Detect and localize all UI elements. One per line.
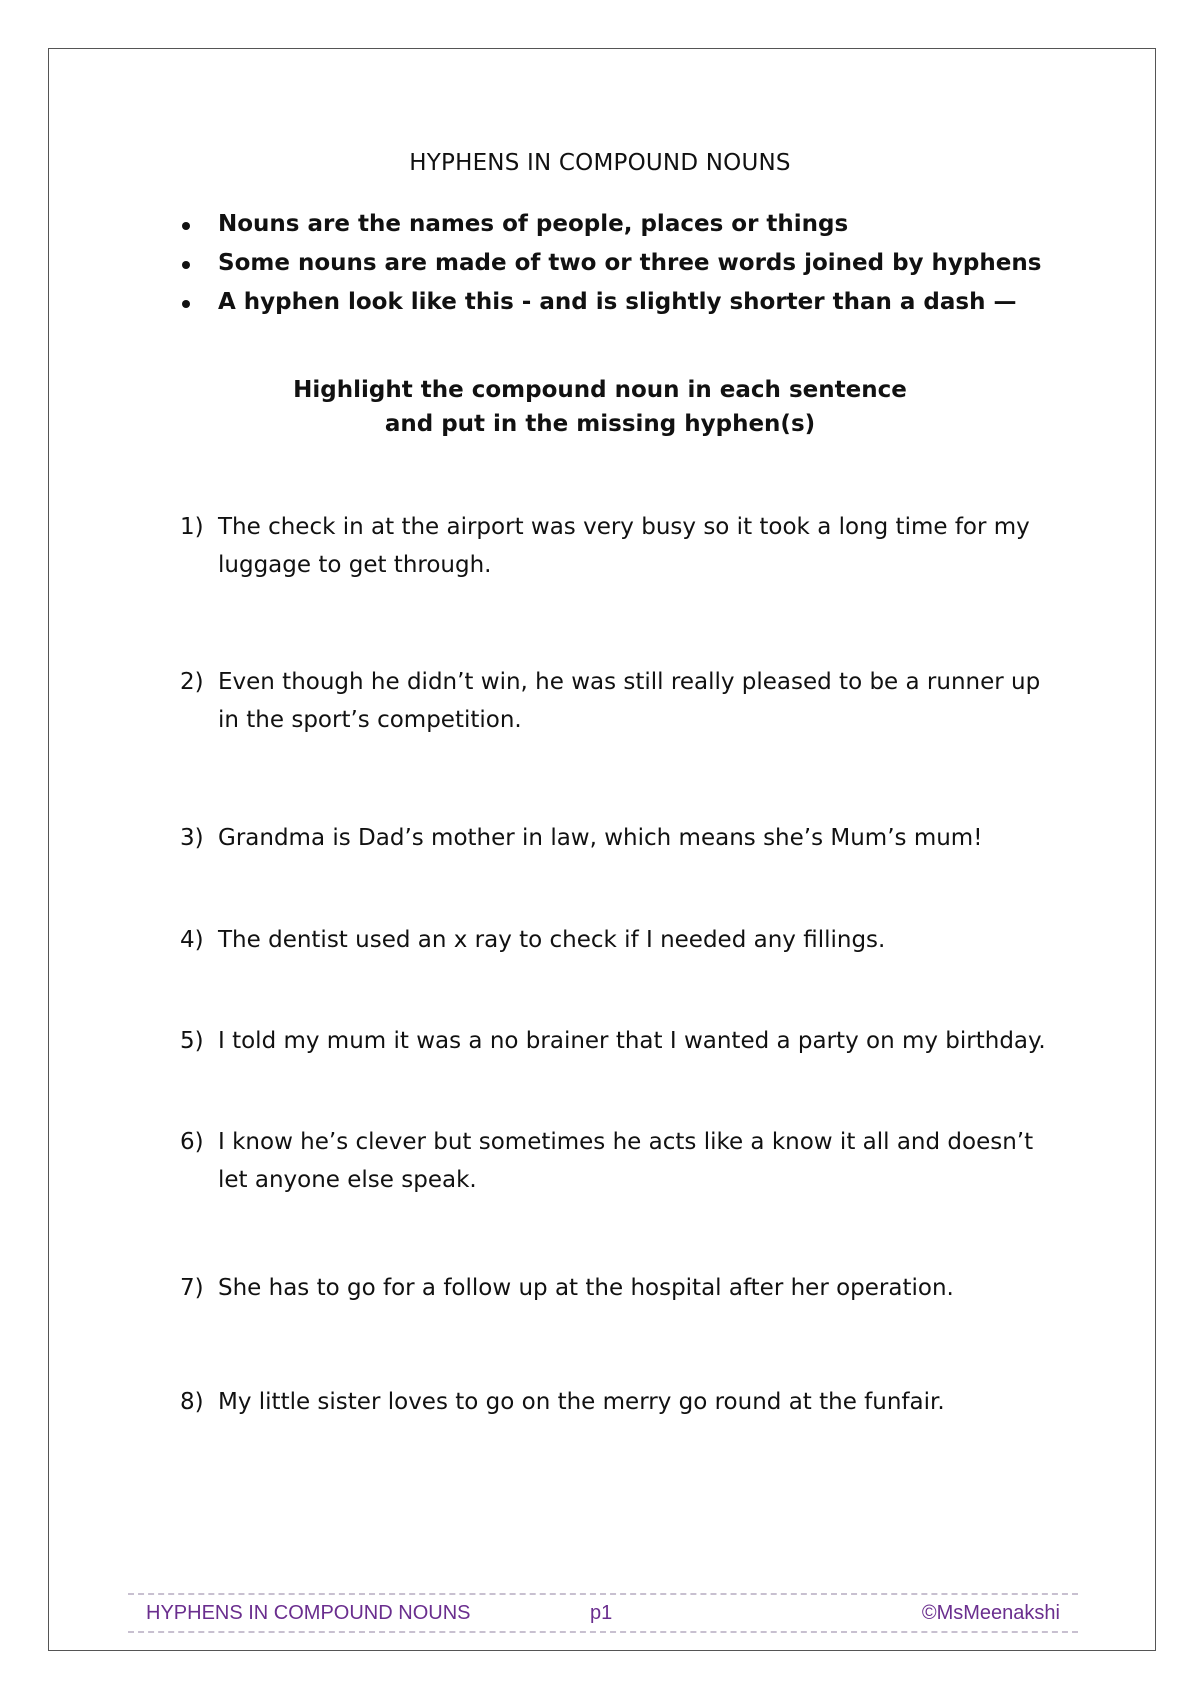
bullet-text: A hyphen look like this - and is slightly shorter than a dash — [218,289,1017,315]
question-8 [180,1383,1060,1421]
question-number: 7) [180,1275,204,1301]
question-text: Even though he didn’t win, he was still really pleased to be a runner up in the sport’s competition. [218,669,1041,733]
question-number: 6) [180,1129,204,1155]
bullet-icon [182,222,190,230]
bullet-icon [182,261,190,269]
footer-copyright: ©MsMeenakshi [921,1602,1060,1624]
bullet-icon [182,300,190,308]
bullet-item [180,289,1041,328]
question-text: I told my mum it was a no brainer that I wanted a party on my birthday. [218,1028,1046,1054]
question-1 [180,508,1060,584]
question-2 [180,663,1060,739]
bullet-text: Some nouns are made of two or three words joined by hyphens [218,250,1042,276]
question-text: The check in at the airport was very busy so it took a long time for my luggage to get through. [218,514,1030,578]
question-3 [180,819,1060,857]
bullet-text: Nouns are the names of people, places or things [218,211,849,237]
question-number: 8) [180,1389,204,1415]
question-text: She has to go for a follow up at the hospital after her operation. [218,1275,954,1301]
instruction [0,373,1200,441]
question-5 [180,1022,1060,1060]
bullet-list [180,211,1041,328]
instruction-line-1: Highlight the compound noun in each sentence [293,377,907,403]
question-number: 2) [180,669,204,695]
question-4 [180,921,1060,959]
question-number: 5) [180,1028,204,1054]
instruction-line-2: and put in the missing hyphen(s) [384,411,816,437]
question-text: The dentist used an x ray to check if I needed any fillings. [218,927,886,953]
page-title: HYPHENS IN COMPOUND NOUNS [409,150,791,176]
footer-page-number: p1 [590,1602,613,1624]
bullet-item [180,250,1041,289]
bullet-item [180,211,1041,250]
question-number: 4) [180,927,204,953]
question-6 [180,1123,1060,1199]
question-number: 3) [180,825,204,851]
footer-title: HYPHENS IN COMPOUND NOUNS [146,1602,471,1624]
question-text: Grandma is Dad’s mother in law, which means she’s Mum’s mum! [218,825,983,851]
question-7 [180,1269,1060,1307]
question-text: I know he’s clever but sometimes he acts like a know it all and doesn’t let anyone else speak. [218,1129,1034,1193]
question-number: 1) [180,514,204,540]
page-footer [128,1593,1078,1633]
question-text: My little sister loves to go on the merry go round at the funfair. [218,1389,945,1415]
